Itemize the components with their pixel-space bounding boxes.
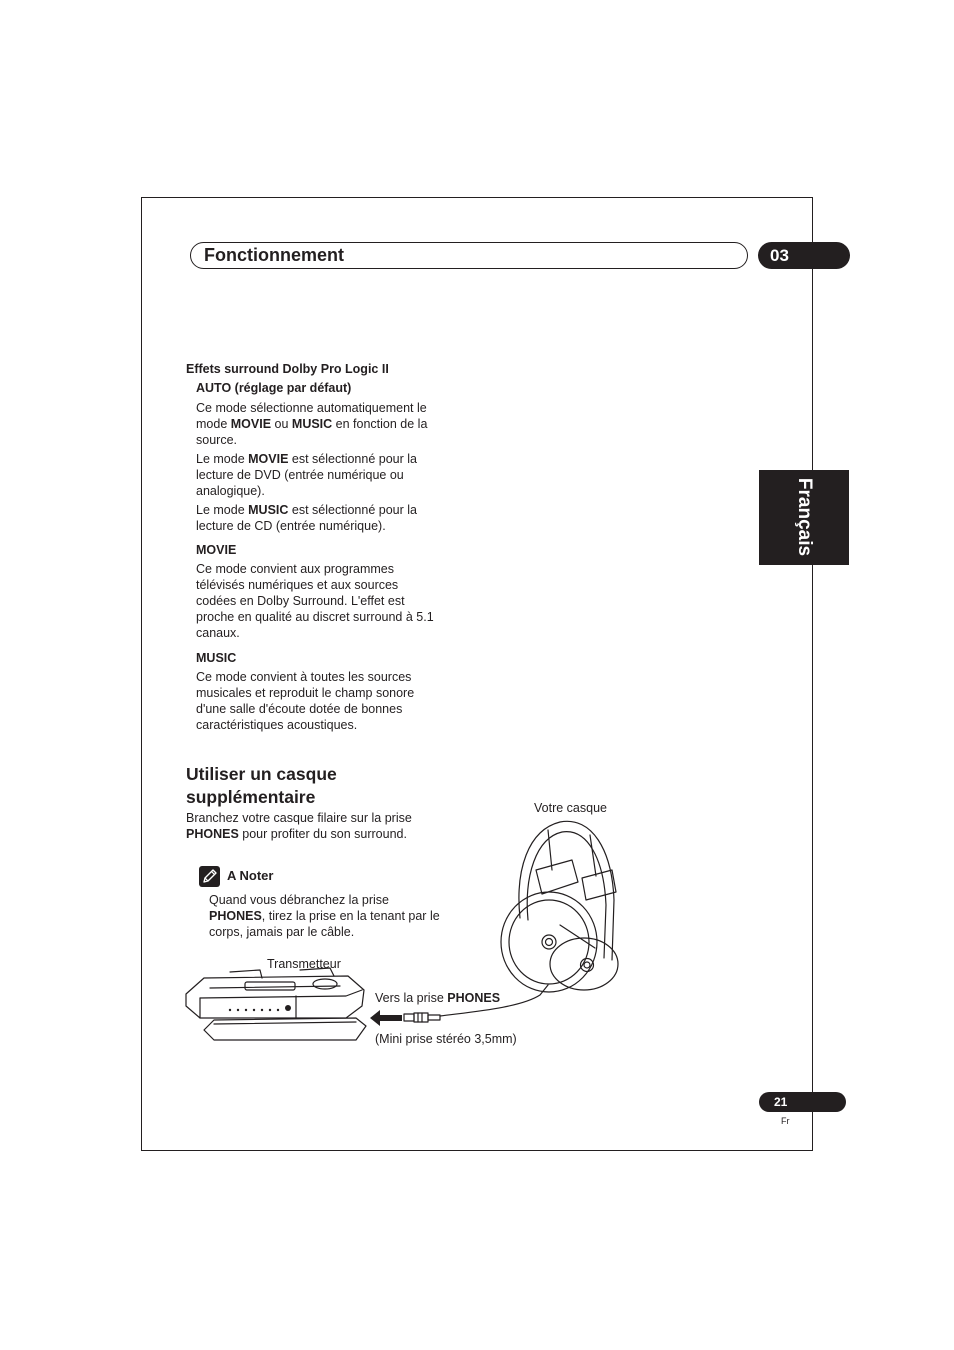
transmitter-base xyxy=(204,1018,366,1040)
headband xyxy=(519,821,614,960)
movie-paragraph: Ce mode convient aux programmes télévisés numériques et aux sources codées en Dolby Surround. L'effet est proche en qualité au discret surround à 5.1 canaux. xyxy=(196,562,434,640)
music-paragraph: Ce mode convient à toutes les sources musicales et reproduit le champ sonore d'une salle d'écoute dotée de bonnes caractéristiques acoustiques. xyxy=(196,670,415,732)
left-ear-cup xyxy=(501,892,597,992)
label-headphones: Votre casque xyxy=(534,801,607,815)
auto-paragraph-1: Ce mode sélectionne automatiquement le mode MOVIE ou MUSIC en fonction de la source. xyxy=(196,401,428,447)
language-tab-label: Français xyxy=(794,477,815,557)
auto-paragraph-2: Le mode MOVIE est sélectionné pour la lecture de DVD (entrée numérique ou analogique). xyxy=(196,452,417,498)
label-phones-jack: Vers la prise PHONES xyxy=(375,991,501,1005)
arrow-left-icon xyxy=(370,1010,402,1026)
chapter-number: 03 xyxy=(758,242,850,269)
auto-mode-title: AUTO (réglage par défaut) xyxy=(196,381,352,395)
section-title: Fonctionnement xyxy=(204,245,344,265)
note-text: Quand vous débranchez la prise PHONES, tirez la prise en la tenant par le corps, jamais par le câble. xyxy=(209,893,440,939)
page-number: 21 xyxy=(759,1092,846,1112)
note-title: A Noter xyxy=(227,868,274,883)
headphones-heading-line1: Utiliser un casque xyxy=(186,764,337,784)
auto-paragraph-3: Le mode MUSIC est sélectionné pour la lecture de CD (entrée numérique). xyxy=(196,503,417,533)
headphone-cable xyxy=(440,985,548,1016)
label-transmitter: Transmetteur xyxy=(267,957,341,971)
mini-plug xyxy=(404,1014,414,1021)
headphones-heading-line2: supplémentaire xyxy=(186,787,316,807)
label-mini-plug: (Mini prise stéréo 3,5mm) xyxy=(375,1032,517,1046)
surround-heading: Effets surround Dolby Pro Logic II xyxy=(186,362,389,376)
headphones-paragraph: Branchez votre casque filaire sur la prise PHONES pour profiter du son surround. xyxy=(186,811,412,841)
movie-mode-title: MOVIE xyxy=(196,543,237,557)
music-mode-title: MUSIC xyxy=(196,651,237,665)
page-language-code: Fr xyxy=(781,1116,790,1126)
